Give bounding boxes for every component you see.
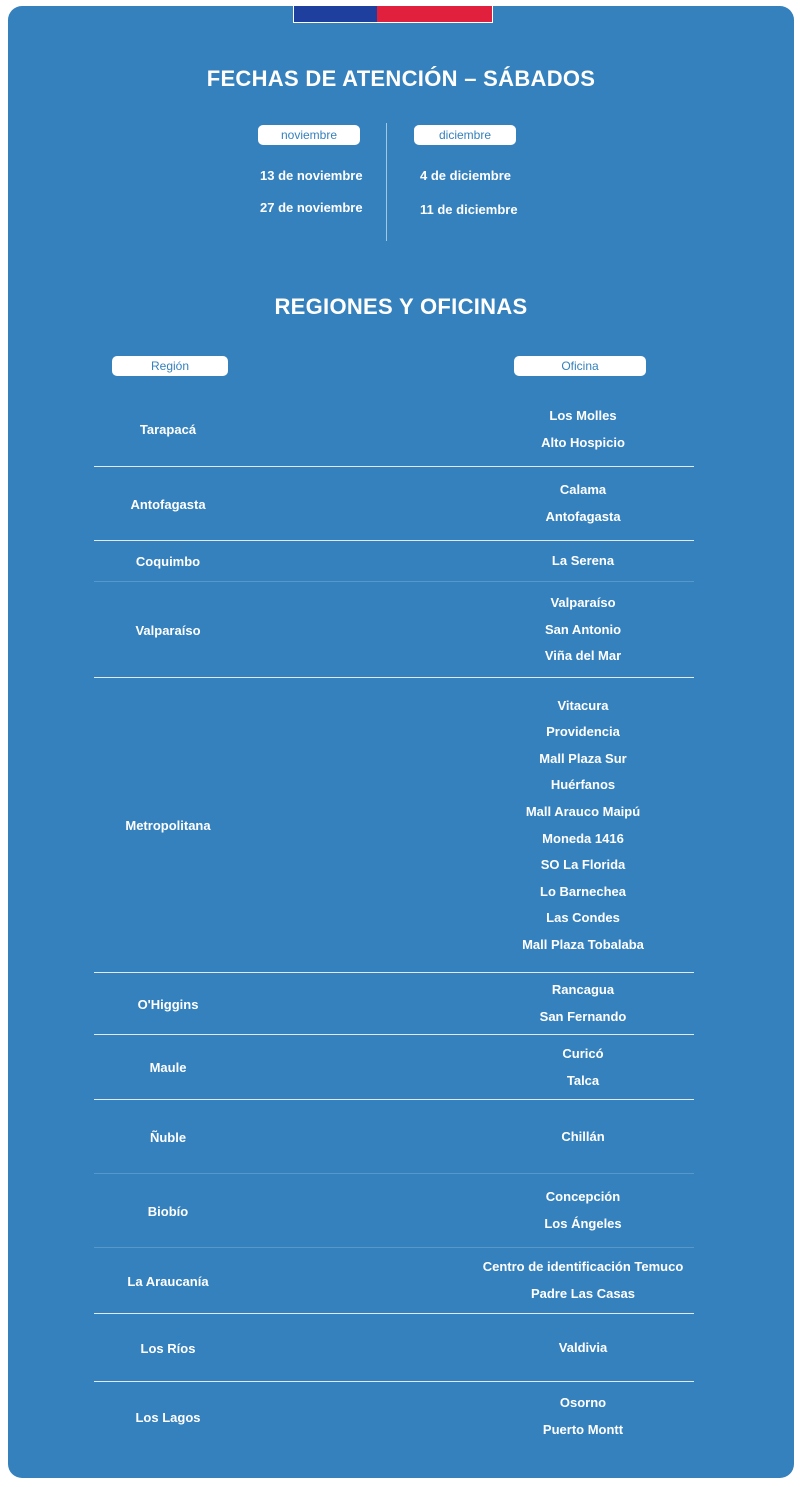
- region-name: Valparaíso: [135, 622, 201, 638]
- office-name: San Antonio: [544, 621, 622, 637]
- office-name: Concepción: [545, 1189, 621, 1205]
- office-list: [474, 1314, 692, 1382]
- office-list: [474, 467, 692, 541]
- dates-title: FECHAS DE ATENCIÓN – SÁBADOS: [206, 66, 596, 91]
- region-name: Biobío: [147, 1203, 189, 1219]
- date-item: 13 de noviembre: [260, 168, 363, 183]
- region-name: Ñuble: [149, 1129, 187, 1145]
- table-row: [94, 1314, 694, 1382]
- table-row: [94, 1035, 694, 1100]
- date-item: 11 de diciembre: [420, 202, 518, 217]
- office-name: Lo Barnechea: [540, 883, 626, 899]
- date-item: 27 de noviembre: [260, 200, 363, 215]
- office-name: Centro de identificación Temuco: [482, 1259, 684, 1275]
- dates-divider: [386, 123, 387, 241]
- region-name: Tarapacá: [139, 422, 197, 437]
- office-name: Mall Arauco Maipú: [525, 803, 641, 819]
- table-row: [94, 1174, 694, 1248]
- table-row: [94, 973, 694, 1035]
- month-pill-november: noviembre: [258, 125, 360, 145]
- office-name: Huérfanos: [550, 777, 616, 793]
- office-name: Los Ángeles: [544, 1216, 622, 1231]
- month-pill-december: diciembre: [414, 125, 516, 145]
- office-name: Calama: [559, 482, 607, 498]
- table-row: [94, 392, 694, 467]
- info-card: [8, 6, 794, 1478]
- flag-red-band: [377, 6, 492, 22]
- table-row: [94, 541, 694, 582]
- office-name: Rancagua: [551, 982, 615, 998]
- office-name: Curicó: [562, 1045, 604, 1061]
- region-name: La Araucanía: [127, 1273, 209, 1289]
- region-name: Antofagasta: [130, 496, 206, 512]
- office-name: Antofagasta: [545, 509, 621, 524]
- region-name: Maule: [149, 1060, 187, 1075]
- office-name: Alto Hospicio: [541, 434, 625, 450]
- office-list: [474, 973, 692, 1035]
- date-item: 4 de diciembre: [420, 168, 512, 183]
- office-list: [474, 1382, 692, 1452]
- office-name: Valdivia: [558, 1339, 608, 1355]
- offices-table: [94, 392, 694, 1452]
- table-row: [94, 1100, 694, 1174]
- office-name: San Fernando: [539, 1009, 627, 1024]
- office-header-pill: Oficina: [514, 356, 646, 376]
- office-name: Padre Las Casas: [530, 1286, 636, 1301]
- office-name: Las Condes: [546, 910, 620, 926]
- flag-blue-band: [294, 6, 377, 22]
- region-name: O'Higgins: [137, 996, 199, 1012]
- office-list: [474, 541, 692, 582]
- office-name: Mall Plaza Tobalaba: [522, 936, 644, 952]
- table-row: [94, 678, 694, 973]
- office-name: Mall Plaza Sur: [539, 750, 627, 766]
- office-name: Chillán: [561, 1128, 605, 1144]
- region-name: Los Lagos: [135, 1409, 201, 1425]
- region-name: Metropolitana: [125, 818, 211, 833]
- table-row: [94, 582, 694, 678]
- office-list: [474, 582, 692, 678]
- office-list: [474, 1100, 692, 1174]
- office-name: Vitacura: [557, 697, 609, 713]
- office-list: [474, 1035, 692, 1100]
- office-name: La Serena: [551, 553, 615, 569]
- office-list: [474, 1174, 692, 1248]
- office-list: [474, 1248, 692, 1314]
- office-name: SO La Florida: [540, 857, 626, 873]
- office-name: Moneda 1416: [542, 830, 624, 846]
- office-list: [474, 678, 692, 973]
- table-row: [94, 1382, 694, 1452]
- office-name: Puerto Montt: [542, 1422, 624, 1437]
- table-row: [94, 467, 694, 541]
- offices-title: REGIONES Y OFICINAS: [274, 294, 528, 319]
- office-list: [474, 392, 692, 467]
- region-header-pill: Región: [112, 356, 228, 376]
- office-name: Los Molles: [549, 407, 617, 423]
- table-row: [94, 1248, 694, 1314]
- office-name: Valparaíso: [550, 595, 616, 611]
- region-name: Coquimbo: [135, 554, 201, 569]
- region-name: Los Ríos: [140, 1340, 196, 1356]
- office-name: Providencia: [546, 724, 620, 740]
- office-name: Talca: [566, 1072, 600, 1088]
- office-name: Viña del Mar: [544, 648, 622, 664]
- office-name: Osorno: [559, 1395, 607, 1411]
- chile-flag-stripe: [293, 6, 493, 23]
